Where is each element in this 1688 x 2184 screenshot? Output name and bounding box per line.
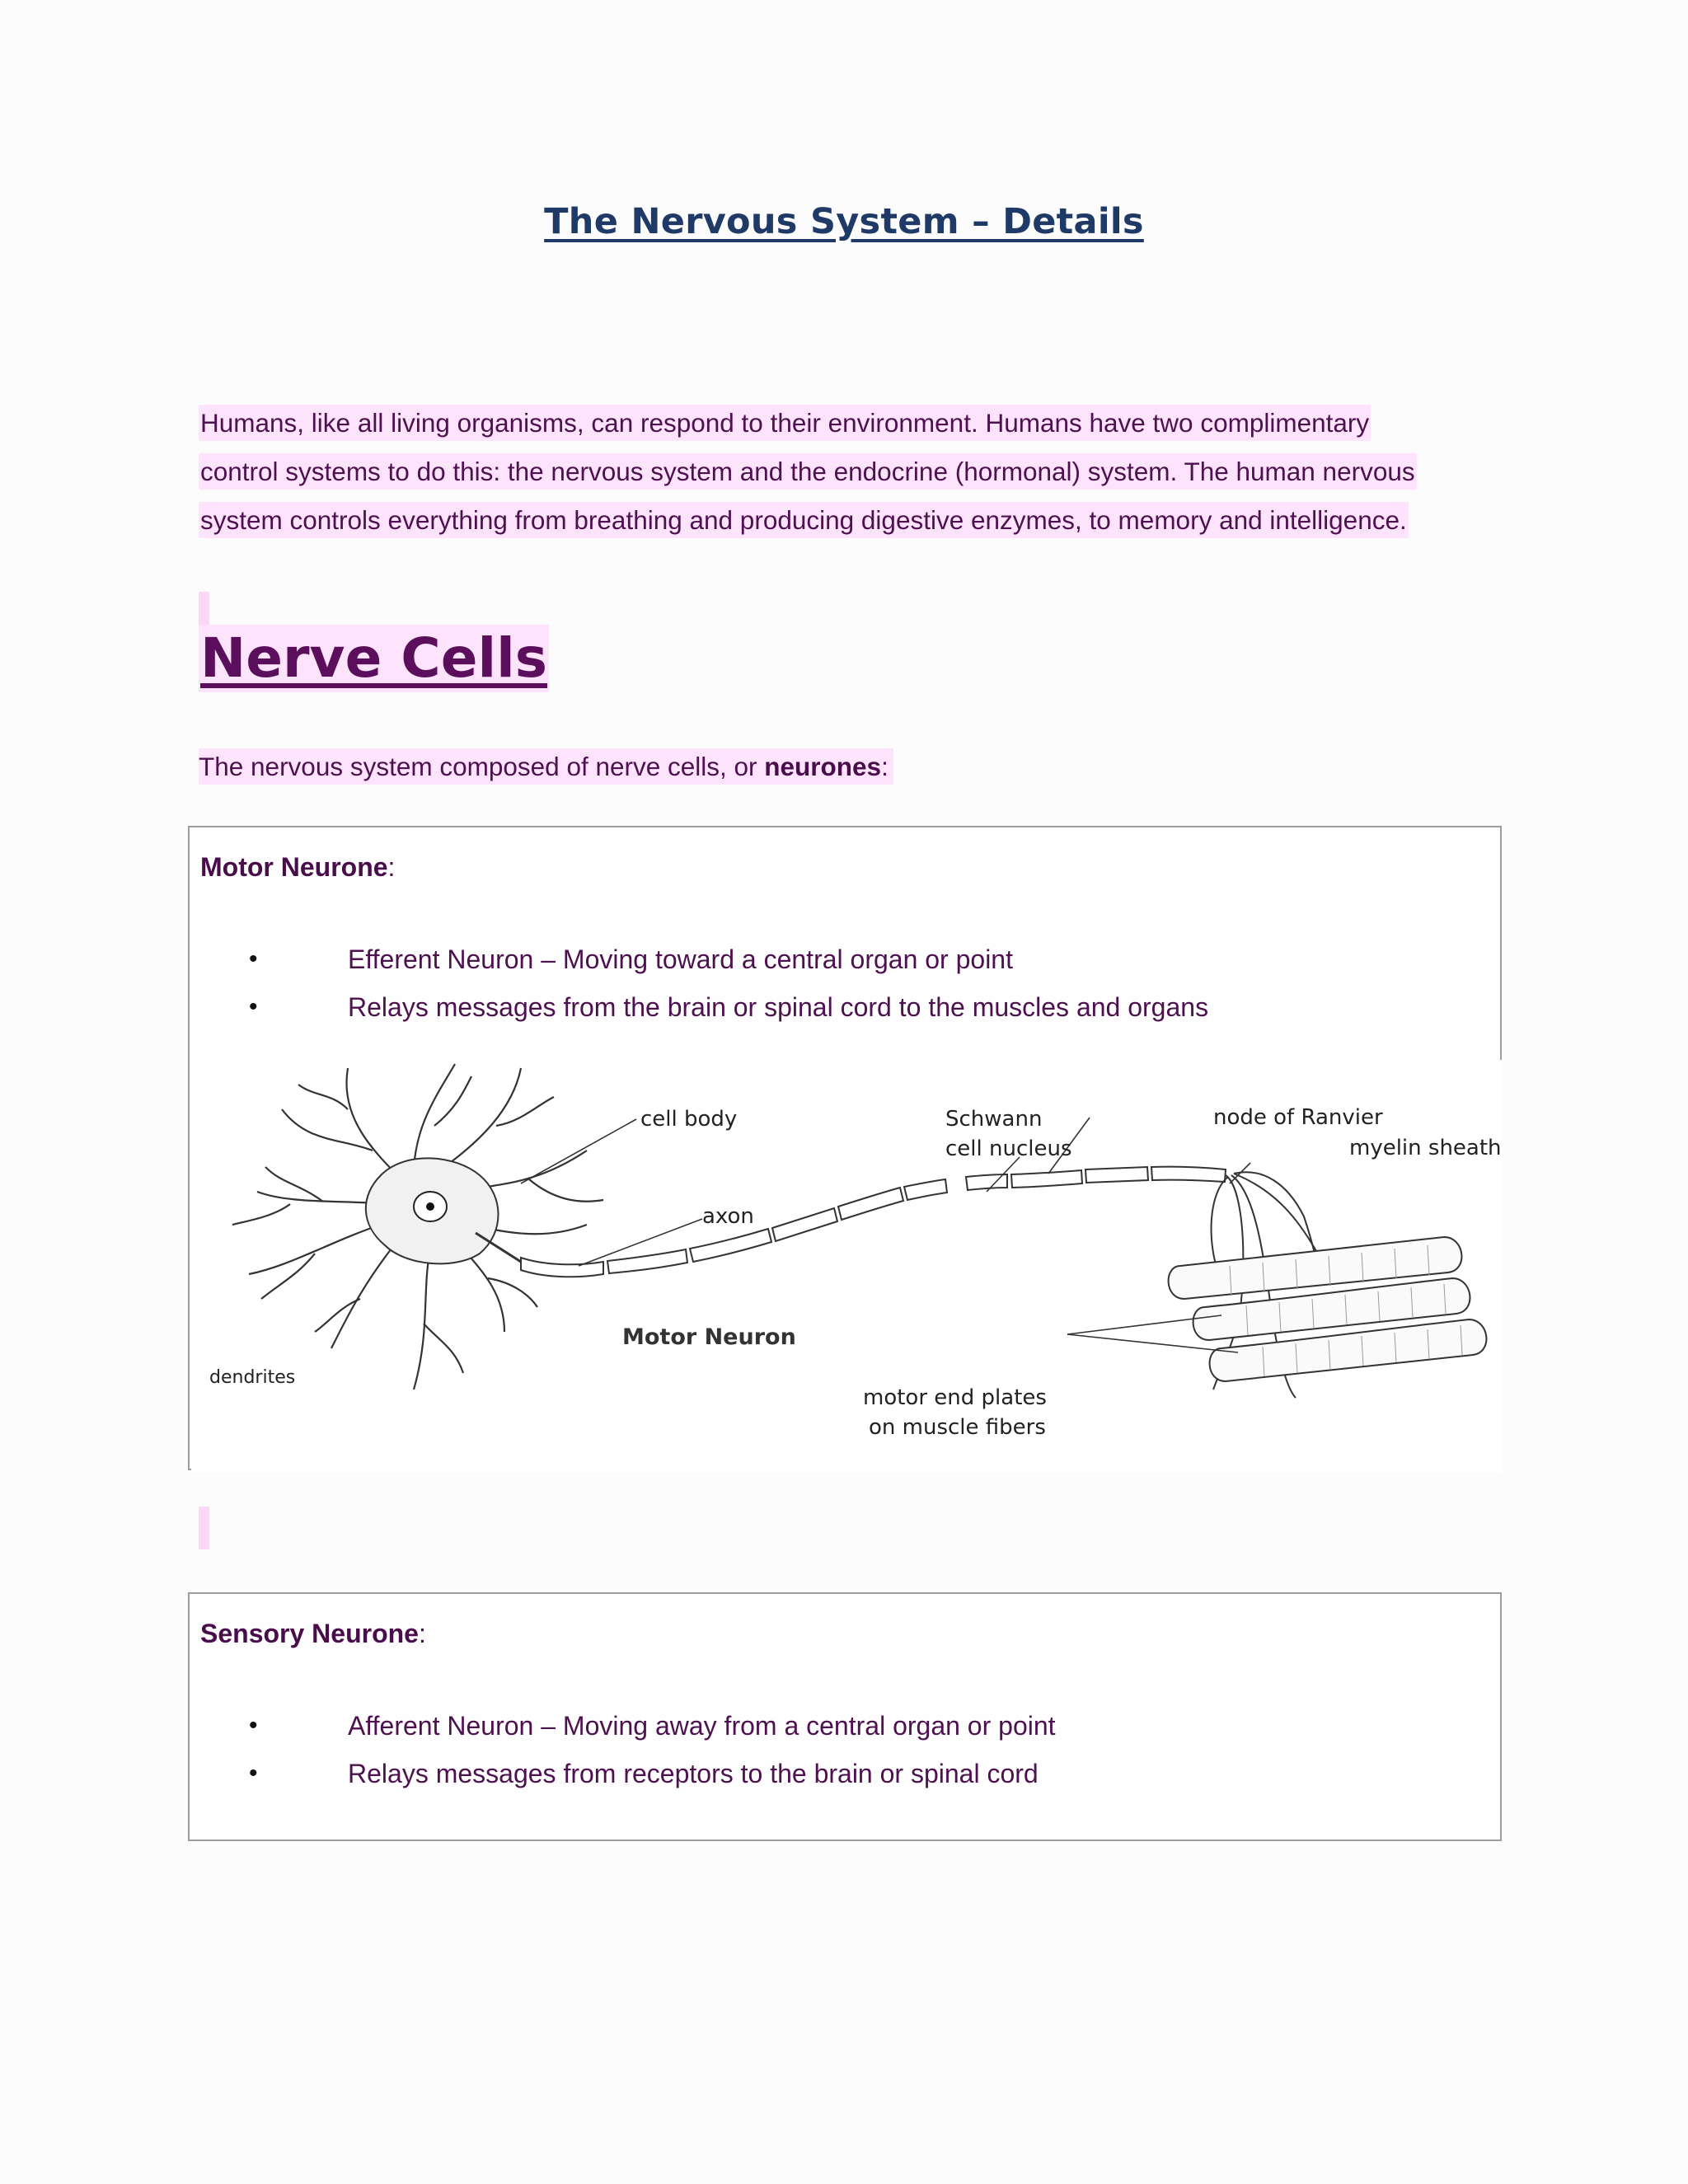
label-cell-body: cell body [640,1107,738,1132]
highlight-marker [199,1507,209,1549]
sensory-title-text: Sensory Neurone [200,1619,419,1648]
intro-line-2: control systems to do this: the nervous system and the endocrine (hormonal) system. The human nervous [199,453,1417,490]
lead-bold-term: neurones [764,752,882,781]
motor-neuron-diagram [191,1060,1502,1472]
label-schwann-2: cell nucleus [945,1137,1072,1161]
sensory-neurone-title [200,1619,426,1649]
label-end-plates-2: on muscle fibers [869,1415,1046,1440]
section-lead [199,748,893,785]
lead-text: The nervous system composed of nerve cells, or [199,752,765,781]
label-myelin-sheath: myelin sheath [1349,1136,1502,1160]
label-motor-neuron: Motor Neuron [622,1324,796,1350]
motor-neurone-box [188,826,1502,1470]
list-item-text: Relays messages from receptors to the brain or spinal cord [348,1759,1039,1788]
list-item-text: Efferent Neuron – Moving toward a central organ or point [348,944,1013,974]
label-dendrites: dendrites [209,1367,296,1388]
nucleolus-dot [426,1202,434,1211]
myelin-segments [521,1167,1226,1277]
bullet-icon: • [249,1760,258,1787]
list-item-text: Relays messages from the brain or spinal cord to the muscles and organs [348,992,1209,1022]
bullet-icon: • [249,993,258,1020]
motor-title-text: Motor Neurone [200,852,388,882]
label-end-plates-1: motor end plates [863,1385,1047,1410]
sensory-neurone-box [188,1592,1502,1841]
intro-line-3: system controls everything from breathing and producing digestive enzymes, to memory and intelligence. [199,502,1409,538]
intro-paragraph [199,399,1484,545]
label-node-of-ranvier: node of Ranvier [1213,1105,1383,1130]
intro-line-1: Humans, like all living organisms, can respond to their environment. Humans have two complimentary [199,405,1371,441]
highlight-marker [199,592,209,628]
motor-neurone-title [200,852,395,883]
motor-neuron-illustration [191,1060,1502,1472]
section-heading: Nerve Cells [199,625,549,692]
page-title: The Nervous System – Details [544,201,1144,242]
bullet-icon: • [249,1712,258,1739]
list-item-text: Afferent Neuron – Moving away from a central organ or point [348,1711,1056,1741]
sensory-title-suffix: : [418,1619,426,1648]
bullet-icon: • [249,945,258,972]
label-schwann-1: Schwann [945,1107,1043,1132]
lead-suffix: : [881,752,889,781]
motor-title-suffix: : [387,852,396,882]
leader-lines [521,1118,1250,1352]
label-axon: axon [702,1204,754,1229]
muscle-fibers [1169,1237,1487,1381]
